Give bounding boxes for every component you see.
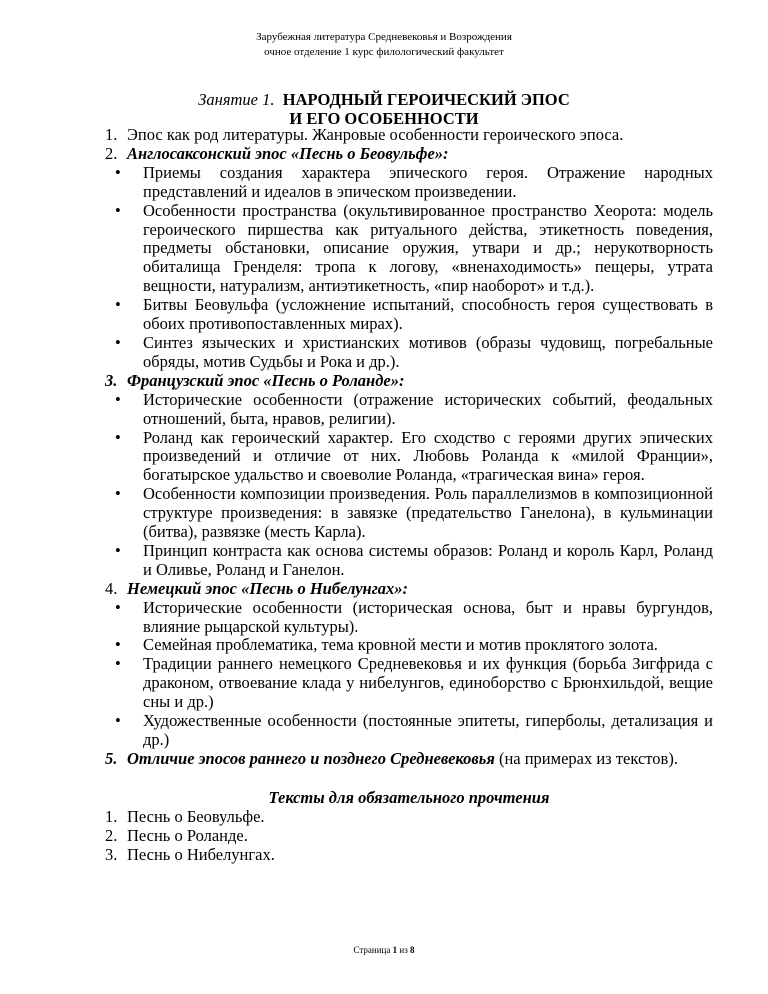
bullet-item: • Синтез языческих и христианских мотивов (образы чудовищ, погребальные обряды, мотив Судьбы и Рока и др.). bbox=[115, 332, 713, 371]
total-pages: 8 bbox=[410, 945, 415, 955]
bullet-item: • Семейная проблематика, тема кровной мести и мотив проклятого золота. bbox=[115, 635, 658, 655]
item-number: 4. bbox=[105, 578, 118, 598]
item-text: Эпос как род литературы. Жанровые особенности героического эпоса. bbox=[127, 125, 624, 144]
footer-mid: из bbox=[397, 945, 410, 955]
item-number: 3. bbox=[105, 844, 118, 864]
item-number: 2. bbox=[105, 825, 118, 845]
bullet-item: • Приемы создания характера эпического героя. Отражение народных представлений и идеалов в эпическом произведении. bbox=[115, 162, 713, 201]
title-line-1: НАРОДНЫЙ ГЕРОИЧЕСКИЙ ЭПОС bbox=[282, 90, 570, 109]
header-department: очное отделение 1 курс филологический факультет bbox=[264, 46, 504, 58]
list-item bbox=[105, 580, 713, 599]
list-item bbox=[105, 808, 713, 827]
bullet-item: • Особенности композиции произведения. Роль параллелизмов в композиционной структуре произведения: в завязке (предательство Ганелона), в кульминации (битва), развязке (месть Карла). bbox=[115, 484, 713, 542]
list-item bbox=[105, 126, 713, 145]
bullet-icon: • bbox=[115, 295, 121, 315]
list-item bbox=[105, 846, 713, 865]
bullet-item: • Художественные особенности (постоянные эпитеты, гиперболы, детализация и др.) bbox=[115, 711, 713, 749]
section-heading: Отличие эпосов раннего и позднего Средневековья bbox=[127, 748, 495, 768]
section-heading: Французский эпос «Песнь о Роланде»: bbox=[127, 370, 405, 390]
lesson-content bbox=[105, 126, 713, 864]
bullet-icon: • bbox=[115, 427, 121, 447]
item-text: Песнь о Нибелунгах. bbox=[127, 844, 275, 864]
lesson-title bbox=[0, 90, 768, 128]
page-footer bbox=[0, 945, 768, 955]
title-line-2: И ЕГО ОСОБЕННОСТИ bbox=[289, 109, 479, 128]
item-text: Песнь о Роланде. bbox=[127, 825, 248, 845]
list-item bbox=[105, 827, 713, 846]
bullet-icon: • bbox=[115, 711, 121, 731]
bullet-item: • Исторические особенности (отражение исторических событий, феодальных отношений, быта, нравов, религии). bbox=[115, 389, 713, 428]
item-number: 1. bbox=[105, 125, 118, 144]
item-number: 2. bbox=[105, 143, 118, 163]
list-item bbox=[105, 750, 713, 769]
page-header bbox=[0, 30, 768, 60]
bullet-icon: • bbox=[115, 540, 121, 560]
item-number: 3. bbox=[105, 370, 118, 390]
texts-heading: Тексты для обязательного прочтения bbox=[268, 787, 550, 807]
footer-prefix: Страница bbox=[353, 945, 393, 955]
current-page: 1 bbox=[392, 945, 398, 955]
list-item bbox=[105, 372, 713, 391]
section-heading: Немецкий эпос «Песнь о Нибелунгах»: bbox=[127, 578, 409, 598]
bullet-icon: • bbox=[115, 389, 121, 409]
list-item bbox=[105, 145, 713, 164]
bullet-icon: • bbox=[115, 484, 121, 504]
bullet-icon: • bbox=[115, 162, 121, 182]
item-text: Песнь о Беовульфе. bbox=[127, 806, 265, 826]
bullet-icon: • bbox=[115, 597, 121, 617]
section-heading: Англосаксонский эпос «Песнь о Беовульфе»: bbox=[127, 143, 449, 163]
lesson-number: Занятие 1. bbox=[198, 90, 275, 109]
bullet-icon: • bbox=[115, 654, 121, 674]
section-note: (на примерах из текстов). bbox=[494, 748, 678, 768]
bullet-item: • Особенности пространства (окультивированное пространство Хеорота: модель героического пиршества как ритуального действа, этикетность поведения, предметы обстановки, описание оружия, утвари и др.; нерукотворность обиталища Гренделя: тропа к логову, «вненаходимость» пещеры, утрата вещности, натурализм, антиэтикетность, «пир наоборот» и т.д.). bbox=[115, 200, 713, 296]
bullet-icon: • bbox=[115, 200, 121, 220]
bullet-icon: • bbox=[115, 635, 121, 655]
bullet-item: • Роланд как героический характер. Его сходство с героями других эпических произведений и отличие от них. Любовь Роланда к «милой Франции», богатырское удальство и своеволие Роланда, «трагическая вина» героя. bbox=[115, 427, 713, 485]
bullet-item: • Исторические особенности (историческая основа, быт и нравы бургундов, влияние рыцарской культуры). bbox=[115, 597, 713, 636]
item-number: 1. bbox=[105, 806, 118, 826]
bullet-item: • Принцип контраста как основа системы образов: Роланд и король Карл, Роланд и Оливье, Роланд и Ганелон. bbox=[115, 540, 713, 579]
bullet-item: • Традиции раннего немецкого Средневековья и их функция (борьба Зигфрида с драконом, отвоевание клада у нибелунгов, единоборство с Брюнхильдой, вещие сны и др.) bbox=[115, 654, 713, 712]
item-number: 5. bbox=[105, 748, 118, 768]
header-course: Зарубежная литература Средневековья и Возрождения bbox=[256, 31, 512, 43]
bullet-item: • Битвы Беовульфа (усложнение испытаний, способность героя существовать в обоих противопоставленных мирах). bbox=[115, 295, 713, 334]
bullet-icon: • bbox=[115, 332, 121, 352]
